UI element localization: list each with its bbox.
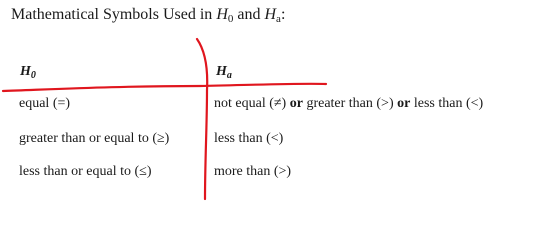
title-prefix: Mathematical Symbols Used in — [11, 6, 217, 23]
title-conjunction: and — [233, 6, 265, 23]
annotation-vertical-line — [197, 39, 207, 199]
title-ha-sub: a — [276, 13, 281, 25]
title-h-sub: 0 — [227, 13, 234, 25]
title-ha-letter: H — [264, 6, 277, 23]
title-suffix: : — [280, 6, 286, 23]
header-h0: $H_0$ — [20, 64, 36, 81]
title-h-letter: H — [216, 6, 228, 23]
cell-ha-not-equal: not equal (≠) or greater than (>) or less than (<) — [214, 96, 484, 111]
cell-h0-equal: equal (=) — [19, 96, 71, 111]
cell-h0-less-equal: less than or equal to (≤) — [19, 164, 152, 179]
cell-ha-less-than: less than (<) — [214, 131, 284, 146]
annotation-horizontal-line — [3, 84, 326, 91]
cell-ha-more-than: more than (>) — [214, 164, 292, 179]
cell-h0-greater-equal: greater than or equal to (≥) — [19, 131, 170, 146]
header-ha: $H_a$ — [216, 64, 232, 81]
